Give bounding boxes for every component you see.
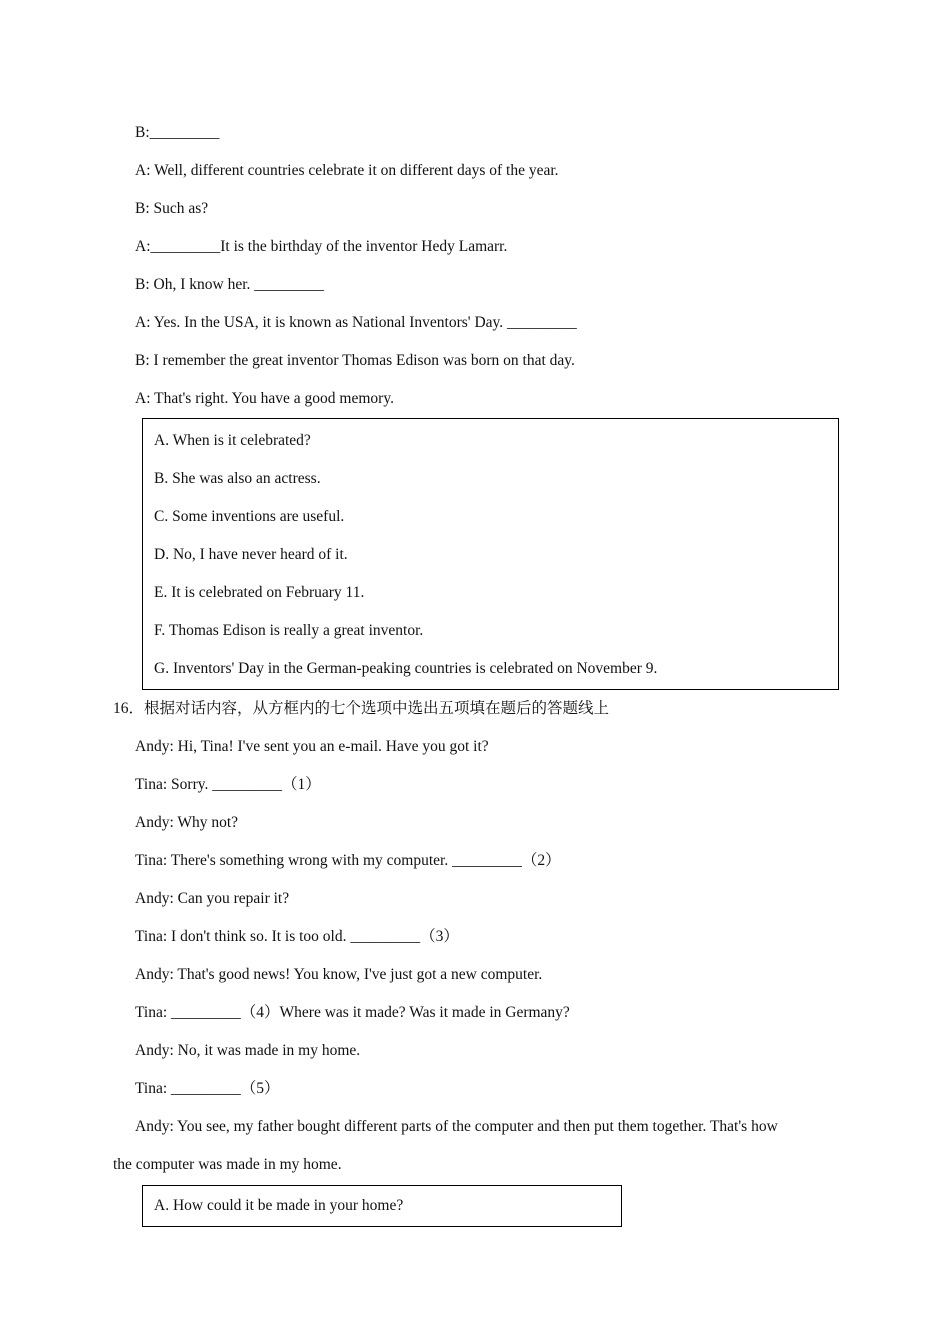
dialogue-line: Andy: No, it was made in my home. — [135, 1042, 361, 1059]
dialogue-line: B: I remember the great inventor Thomas Edison was born on that day. — [135, 352, 575, 369]
dialogue-line: Andy: Why not? — [135, 814, 239, 831]
option-item: G. Inventors' Day in the German-peaking countries is celebrated on November 9. — [154, 660, 658, 677]
dialogue-line: Tina: There's something wrong with my computer. _________（2） — [135, 852, 561, 869]
dialogue-line: Andy: Hi, Tina! I've sent you an e-mail. Have you got it? — [135, 738, 489, 755]
dialogue-line: the computer was made in my home. — [113, 1156, 342, 1173]
dialogue-line: A:_________It is the birthday of the inventor Hedy Lamarr. — [135, 238, 508, 255]
dialogue-line: Tina: I don't think so. It is too old. _________（3） — [135, 928, 459, 945]
option-item: A. When is it celebrated? — [154, 432, 311, 449]
option-item: E. It is celebrated on February 11. — [154, 584, 365, 601]
option-item: D. No, I have never heard of it. — [154, 546, 348, 563]
dialogue-line: Andy: You see, my father bought different parts of the computer and then put them together. That's how — [135, 1118, 778, 1135]
option-item: B. She was also an actress. — [154, 470, 321, 487]
dialogue-line: B: Such as? — [135, 200, 209, 217]
options-box — [142, 1185, 622, 1227]
dialogue-line: A: Yes. In the USA, it is known as National Inventors' Day. _________ — [135, 314, 577, 331]
question-title: 16．根据对话内容，从方框内的七个选项中选出五项填在题后的答题线上 — [113, 700, 610, 717]
dialogue-line: Tina: _________（5） — [135, 1080, 280, 1097]
dialogue-line: Tina: _________（4）Where was it made? Was it made in Germany? — [135, 1004, 570, 1021]
dialogue-line: A: That's right. You have a good memory. — [135, 390, 394, 407]
dialogue-line: Tina: Sorry. _________（1） — [135, 776, 321, 793]
option-item: C. Some inventions are useful. — [154, 508, 345, 525]
option-item: F. Thomas Edison is really a great inventor. — [154, 622, 424, 639]
option-item: A. How could it be made in your home? — [154, 1197, 404, 1214]
dialogue-line: A: Well, different countries celebrate it on different days of the year. — [135, 162, 559, 179]
dialogue-line: B:_________ — [135, 124, 220, 141]
dialogue-line: Andy: That's good news! You know, I've just got a new computer. — [135, 966, 543, 983]
dialogue-line: Andy: Can you repair it? — [135, 890, 290, 907]
dialogue-line: B: Oh, I know her. _________ — [135, 276, 325, 293]
options-box — [142, 418, 839, 690]
